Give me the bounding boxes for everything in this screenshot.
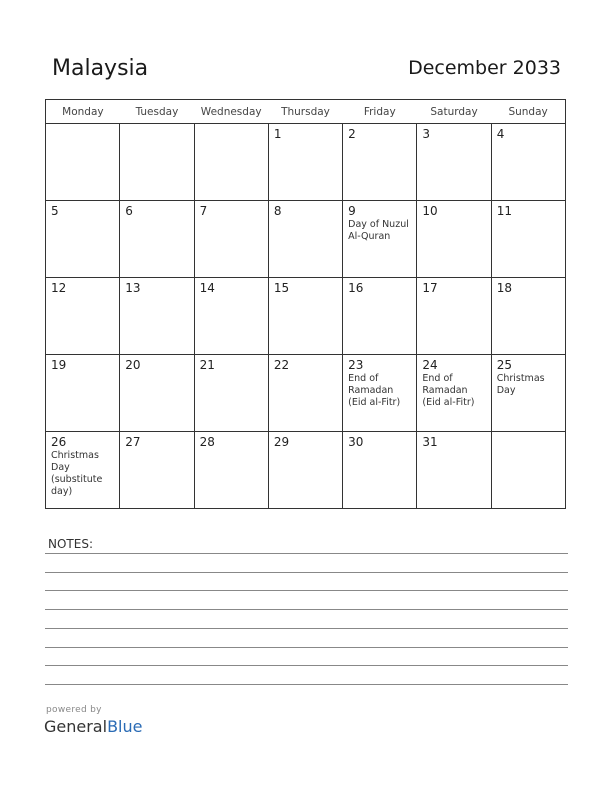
day-number: 1 xyxy=(273,127,282,141)
day-number: 18 xyxy=(496,281,512,295)
day-number: 9 xyxy=(348,204,356,218)
day-cell-13 xyxy=(120,278,194,355)
brand-logo xyxy=(44,717,142,736)
day-number: 7 xyxy=(199,204,208,218)
day-cell-28 xyxy=(194,432,268,509)
notes-label: NOTES: xyxy=(48,537,93,551)
day-number: 4 xyxy=(496,127,505,141)
day-cell-2 xyxy=(343,124,417,201)
day-cell-16 xyxy=(343,278,417,355)
day-cell-11 xyxy=(491,201,565,278)
day-number: 29 xyxy=(273,435,290,449)
day-number: 14 xyxy=(199,281,215,295)
weekday-tuesday: Tuesday xyxy=(120,100,194,124)
note-line xyxy=(45,665,568,666)
day-cell-29 xyxy=(268,432,342,509)
day-number: 20 xyxy=(125,358,141,372)
day-number: 22 xyxy=(273,358,290,372)
day-number: 31 xyxy=(422,435,438,449)
brand-blue: Blue xyxy=(107,717,143,736)
weekday-wednesday: Wednesday xyxy=(194,100,268,124)
day-number: 24 xyxy=(422,358,438,372)
week-row xyxy=(46,355,566,432)
day-number: 11 xyxy=(496,204,512,218)
day-cell-3 xyxy=(417,124,491,201)
day-number: 15 xyxy=(273,281,290,295)
day-number: 5 xyxy=(51,204,59,218)
weekday-header-row xyxy=(46,100,566,124)
day-cell-1 xyxy=(268,124,342,201)
empty-day-cell xyxy=(491,432,565,509)
day-cell-4 xyxy=(491,124,565,201)
holiday-label: End of Ramadan (Eid al-Fitr) xyxy=(422,373,475,408)
note-line xyxy=(45,553,568,554)
day-number: 6 xyxy=(125,204,133,218)
day-number: 12 xyxy=(51,281,67,295)
empty-day-cell xyxy=(46,124,120,201)
day-cell-25 xyxy=(491,355,565,432)
day-number: 19 xyxy=(51,358,67,372)
weekday-monday: Monday xyxy=(46,100,120,124)
day-cell-30 xyxy=(343,432,417,509)
day-cell-5 xyxy=(46,201,120,278)
day-cell-27 xyxy=(120,432,194,509)
day-number: 10 xyxy=(422,204,438,218)
day-cell-8 xyxy=(268,201,342,278)
weekday-saturday: Saturday xyxy=(417,100,491,124)
country-title: Malaysia xyxy=(52,56,149,81)
day-number: 13 xyxy=(125,281,141,295)
day-number: 8 xyxy=(273,204,282,218)
note-line xyxy=(45,609,568,610)
day-number: 30 xyxy=(348,435,364,449)
note-line xyxy=(45,572,568,573)
day-number: 25 xyxy=(496,358,512,372)
day-cell-18 xyxy=(491,278,565,355)
month-year-title: December 2033 xyxy=(408,57,561,79)
day-number: 21 xyxy=(199,358,215,372)
empty-day-cell xyxy=(194,124,268,201)
day-cell-24 xyxy=(417,355,491,432)
day-cell-22 xyxy=(268,355,342,432)
day-number: 23 xyxy=(348,358,364,372)
day-number: 16 xyxy=(348,281,364,295)
day-cell-15 xyxy=(268,278,342,355)
day-number: 2 xyxy=(348,127,356,141)
day-number: 26 xyxy=(51,435,67,449)
brand-general: General xyxy=(44,717,108,736)
weekday-sunday: Sunday xyxy=(491,100,565,124)
day-cell-17 xyxy=(417,278,491,355)
day-number: 27 xyxy=(125,435,141,449)
weekday-thursday: Thursday xyxy=(268,100,342,124)
week-row xyxy=(46,201,566,278)
day-cell-20 xyxy=(120,355,194,432)
day-cell-14 xyxy=(194,278,268,355)
week-row xyxy=(46,278,566,355)
day-number: 3 xyxy=(422,127,431,141)
day-cell-31 xyxy=(417,432,491,509)
holiday-label: End of Ramadan (Eid al-Fitr) xyxy=(348,373,401,408)
note-line xyxy=(45,647,568,648)
weekday-friday: Friday xyxy=(343,100,417,124)
day-cell-12 xyxy=(46,278,120,355)
day-cell-19 xyxy=(46,355,120,432)
note-line xyxy=(45,684,568,685)
week-row xyxy=(46,124,566,201)
day-cell-9 xyxy=(343,201,417,278)
day-cell-6 xyxy=(120,201,194,278)
holiday-label: Christmas Day (substitute day) xyxy=(51,450,103,497)
calendar-grid xyxy=(45,99,566,509)
day-cell-23 xyxy=(343,355,417,432)
day-number: 28 xyxy=(199,435,215,449)
week-row xyxy=(46,432,566,509)
day-cell-10 xyxy=(417,201,491,278)
day-cell-21 xyxy=(194,355,268,432)
day-cell-26 xyxy=(46,432,120,509)
holiday-label: Day of Nuzul Al-Quran xyxy=(348,219,409,242)
day-number: 17 xyxy=(422,281,438,295)
day-cell-7 xyxy=(194,201,268,278)
powered-by-label: powered by xyxy=(46,705,102,715)
note-line xyxy=(45,628,568,629)
empty-day-cell xyxy=(120,124,194,201)
holiday-label: Christmas Day xyxy=(496,373,545,396)
note-line xyxy=(45,590,568,591)
